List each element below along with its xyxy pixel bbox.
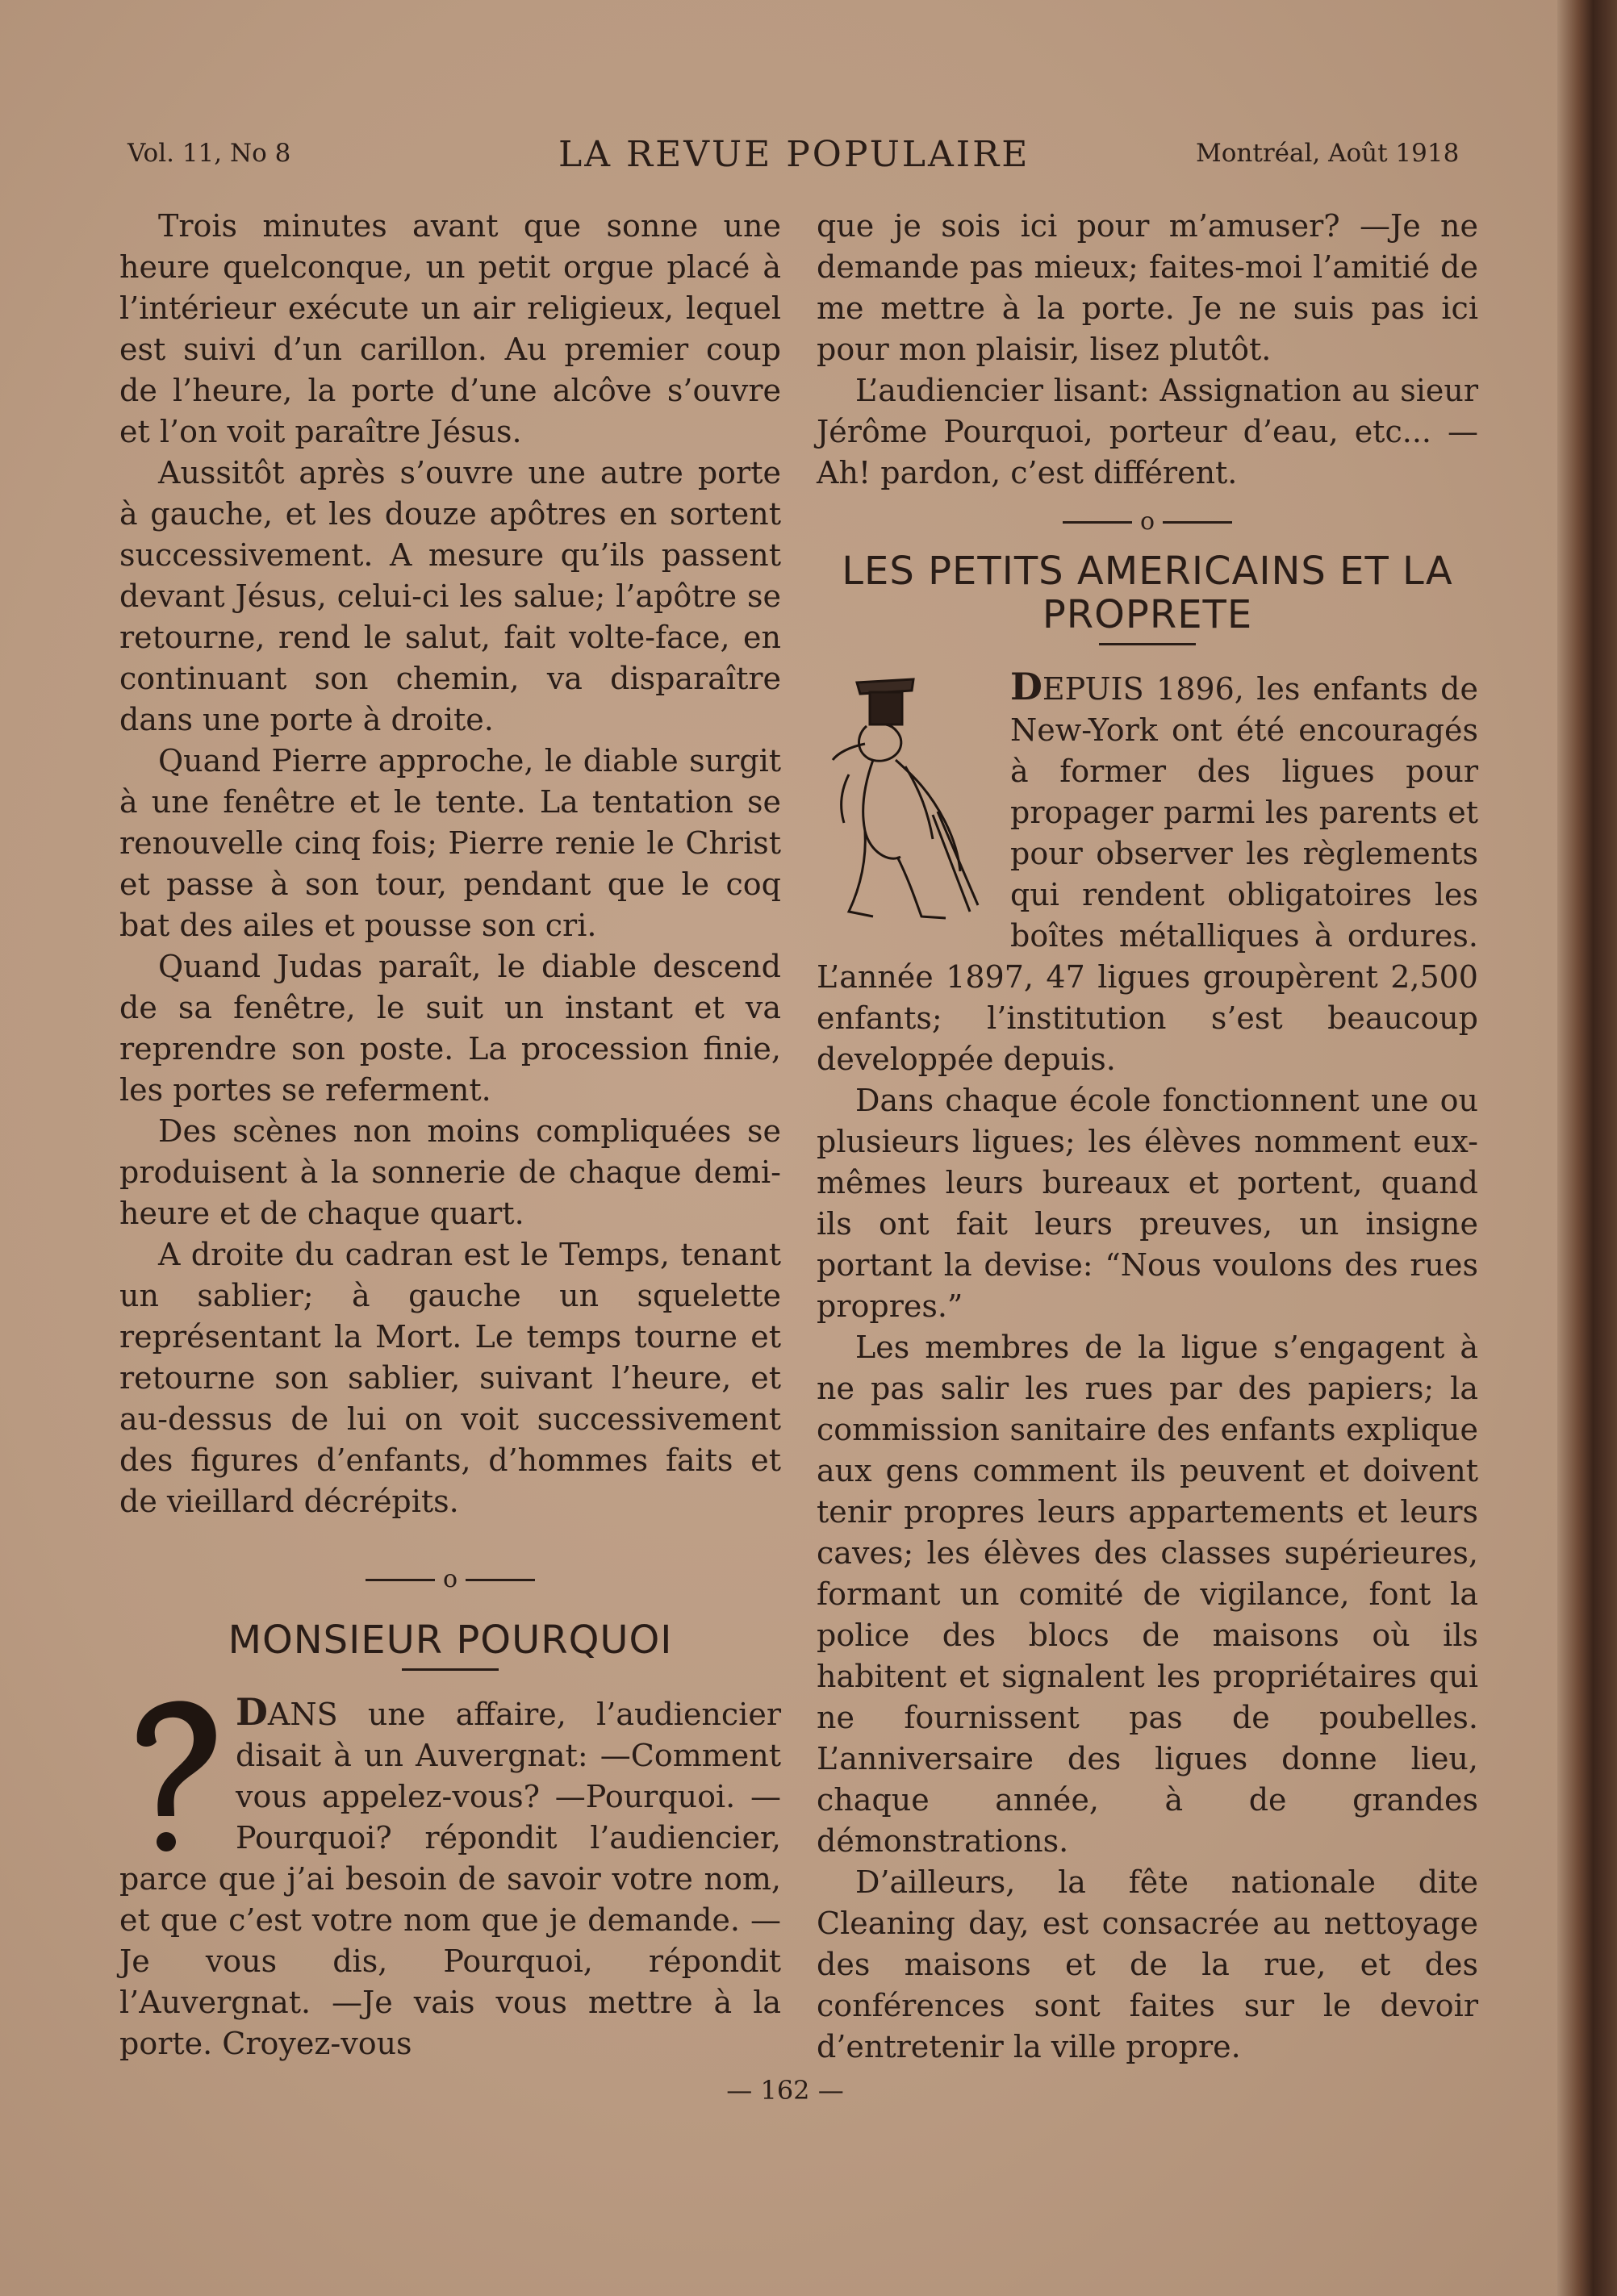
right-column	[817, 206, 1478, 2068]
separator-mark: o	[1139, 507, 1155, 536]
separator-mark: o	[442, 1565, 458, 1593]
paragraph: Les membres de la ligue s’engagent à ne pas salir les rues par des papiers; la commission sanitaire des enfants explique aux gens comment ils peuvent et doivent tenir propres leurs appartements et leurs caves; les élèves des classes supérieures, formant un comité de vigilance, font la police des blocs de maisons où ils habitent et signalent les propriétaires qui ne fournissent pas de poubelles. L’anniversaire des ligues donne lieu, chaque année, à de grandes démonstrations.	[817, 1330, 1478, 1859]
paragraph: que je sois ici pour m’amuser? —Je ne demande pas mieux; faites-moi l’amitié de me mettre à la porte. Je ne suis pas ici pour mon plaisir, lisez plutôt.	[817, 208, 1478, 367]
paragraph: L’audiencier lisant: Assignation au sieur Jérôme Pourquoi, porteur d’eau, etc... —Ah! pardon, c’est différent.	[817, 373, 1478, 491]
running-header	[0, 136, 1570, 184]
title-rule	[402, 1668, 499, 1671]
volume-number: Vol. 11, No 8	[127, 139, 291, 168]
publication-title: LA REVUE POPULAIRE	[558, 134, 1030, 175]
monsieur-pourquoi-text	[119, 1692, 781, 2064]
book-spine	[1557, 0, 1617, 2296]
section-separator	[119, 1563, 781, 1596]
section-title-monsieur-pourquoi: MONSIEUR POURQUOI	[228, 1618, 673, 1663]
dropcap-smallcaps: EPUIS	[1042, 671, 1144, 707]
monsieur-pourquoi-body: une affaire, l’audiencier disait à un Auvergnat: —Comment vous appelez-vous? —Pourquoi. —Pourquoi? répondit l’audiencier, parce que j’ai besoin de savoir votre nom, et que c’est votre nom que je demande. —Je vous dis, Pourquoi, répondit l’Auvergnat. —Je vais vous mettre à la porte. Croyez-vous	[119, 1697, 781, 2061]
dropcap-smallcaps: ANS	[267, 1697, 338, 1732]
dropcap-initial: D	[1010, 665, 1042, 708]
paragraph: A droite du cadran est le Temps, tenant un sablier; à gauche un squelette représentant la Mort. Le temps tourne et retourne son sablier, suivant l’heure, et au-dessus de lui on voit successivement des figures d’enfants, d’hommes faits et de vieillard décrépits.	[119, 1237, 781, 1519]
section-title-petits-americains: LES PETITS AMERICAINS ET LA PROPRETE	[842, 549, 1453, 637]
paragraph: Aussitôt après s’ouvre une autre porte à gauche, et les douze apôtres en sortent successivement. A mesure qu’ils passent devant Jésus, celui-ci les salue; l’apôtre se retourne, rend le salut, fait volte-face, en continuant son chemin, va disparaître dans une porte à droite.	[119, 455, 781, 737]
paragraph: Dans chaque école fonctionnent une ou plusieurs ligues; les élèves nomment eux-mêmes leurs bureaux et portent, quand ils ont fait leurs preuves, un insigne portant la devise: “Nous voulons des rues propres.”	[817, 1083, 1478, 1324]
petits-americains-intro-body: 1896, les enfants de New-York ont été encouragés à former des ligues pour propager parmi les parents et pour observer les règlements qui rendent obligatoires les boîtes métalliques à ordures. L’année 1897, 47 ligues groupèrent 2,500 enfants; l’institution s’est beaucoup developpée depuis.	[817, 671, 1478, 1077]
left-column	[119, 206, 781, 2064]
issue-date: Montréal, Août 1918	[1196, 139, 1460, 168]
title-rule	[1099, 643, 1196, 645]
paragraph: D’ailleurs, la fête nationale dite Cleaning day, est consacrée au nettoyage des maisons et de la rue, et des conférences sont faites sur le devoir d’entretenir la ville propre.	[817, 1864, 1478, 2064]
man-with-hat-illustration	[817, 670, 994, 928]
paragraph: Des scènes non moins compliquées se produisent à la sonnerie de chaque demi-heure et de chaque quart.	[119, 1113, 781, 1231]
paragraph: Quand Pierre approche, le diable surgit à une fenêtre et le tente. La tentation se renouvelle cinq fois; Pierre renie le Christ et passe à son tour, pendant que le coq bat des ailes et pousse son cri.	[119, 743, 781, 943]
paragraph: Trois minutes avant que sonne une heure quelconque, un petit orgue placé à l’intérieur exécute un air religieux, lequel est suivi d’un carillon. Au premier coup de l’heure, la porte d’une alcôve s’ouvre et l’on voit paraître Jésus.	[119, 208, 781, 449]
petits-americains-intro	[817, 666, 1478, 1080]
paragraph: Quand Judas paraît, le diable descend de sa fenêtre, le suit un instant et va reprendre son poste. La procession finie, les portes se referment.	[119, 949, 781, 1108]
dropcap-initial: D	[236, 1690, 268, 1734]
page-number: — 162 —	[726, 2075, 844, 2106]
question-mark-illustration	[119, 1695, 224, 1856]
section-separator	[817, 505, 1478, 538]
